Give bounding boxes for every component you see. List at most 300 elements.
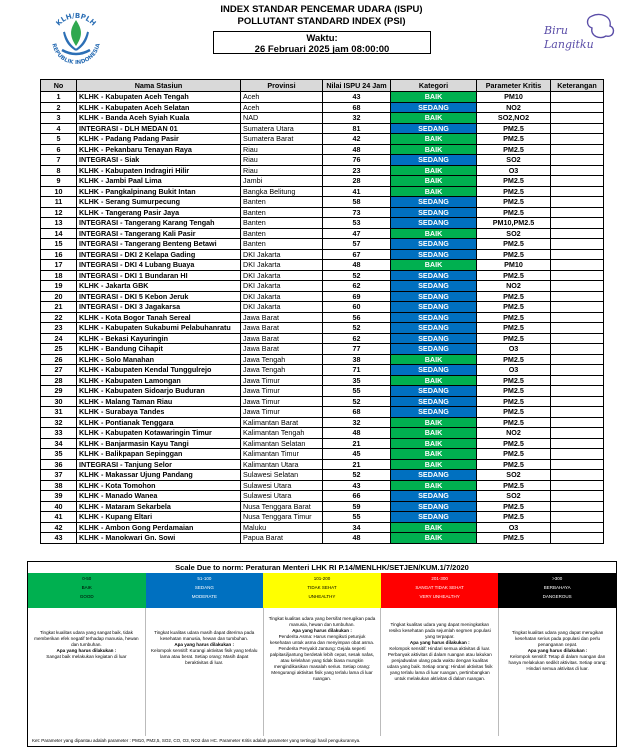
cell-nilai-ispu: 55 — [323, 512, 391, 523]
cell-nama-stasiun: KLHK - Malang Taman Riau — [77, 396, 241, 407]
scale-range: 101-200 — [313, 576, 331, 581]
cell-kategori: SEDANG — [391, 281, 477, 292]
cell-kategori: SEDANG — [391, 302, 477, 313]
table-row — [41, 228, 604, 239]
table-row — [41, 512, 604, 523]
cell-nilai-ispu: 68 — [323, 102, 391, 113]
desc-action: Kelompok sensitif: Hindari semua aktivitas di luar. Perbanyak aktivitas di dalam ruangan atau lakukan penjadwalan ulang pada waktu dengan kualitas udara yang baik. Setiap orang: Hindari aktivitas fisik yang terlalu lama di luar ruangan, pertimbangkan untuk melakukan aktivitas di dalam ruangan. — [387, 646, 493, 681]
table-row — [41, 449, 604, 460]
cell-keterangan — [551, 365, 604, 376]
desc-intro: Tingkat kualitas udara yang dapat merugikan kesehatan serius pada populasi dan perlu penanganan cepat. — [511, 630, 604, 647]
scale-note: Ket: Parameter yang dipantau adalah parameter : PM10, PM2,5, SO2, CO, O3, NO2 dan HC. Parameter Kritis adalah parameter yang tertinggi hasil pengukurannya. — [32, 738, 361, 743]
cell-nama-stasiun: KLHK - Kota Bogor Tanah Sereal — [77, 312, 241, 323]
cell-keterangan — [551, 155, 604, 166]
cell-keterangan — [551, 438, 604, 449]
table-row — [41, 386, 604, 397]
table-row — [41, 239, 604, 250]
cell-nilai-ispu: 73 — [323, 207, 391, 218]
scale-category-baik — [28, 573, 146, 608]
cell-no: 8 — [41, 165, 77, 176]
table-row — [41, 270, 604, 281]
table-row — [41, 522, 604, 533]
cell-provinsi: Papua Barat — [241, 533, 323, 544]
cell-kategori: SEDANG — [391, 501, 477, 512]
cell-parameter-kritis: PM2.5 — [477, 407, 551, 418]
cell-parameter-kritis: NO2 — [477, 428, 551, 439]
table-row — [41, 375, 604, 386]
cell-kategori: BAIK — [391, 428, 477, 439]
scale-description-row — [28, 608, 616, 736]
table-row — [41, 480, 604, 491]
table-row — [41, 312, 604, 323]
waktu-value: 26 Februari 2025 jam 08:00:00 — [254, 44, 390, 55]
cell-nilai-ispu: 67 — [323, 249, 391, 260]
cell-parameter-kritis: PM2.5 — [477, 333, 551, 344]
cell-provinsi: Jawa Barat — [241, 323, 323, 334]
scale-label-id: BERBAHAYA — [543, 585, 571, 590]
table-row — [41, 92, 604, 103]
cell-nama-stasiun: INTEGRASI - Tangerang Karang Tengah — [77, 218, 241, 229]
cell-provinsi: Jawa Barat — [241, 333, 323, 344]
cell-no: 16 — [41, 249, 77, 260]
cell-parameter-kritis: O3 — [477, 165, 551, 176]
cell-keterangan — [551, 470, 604, 481]
cell-nilai-ispu: 32 — [323, 113, 391, 124]
cell-no: 19 — [41, 281, 77, 292]
cell-no: 33 — [41, 428, 77, 439]
table-row — [41, 428, 604, 439]
cell-parameter-kritis: PM2.5 — [477, 186, 551, 197]
cell-keterangan — [551, 197, 604, 208]
table-row — [41, 491, 604, 502]
cell-kategori: SEDANG — [391, 239, 477, 250]
cell-parameter-kritis: PM2.5 — [477, 291, 551, 302]
cell-nama-stasiun: INTEGRASI - DLH MEDAN 01 — [77, 123, 241, 134]
cell-nama-stasiun: KLHK - Balikpapan Sepinggan — [77, 449, 241, 460]
cell-keterangan — [551, 375, 604, 386]
cell-provinsi: Sumatera Utara — [241, 123, 323, 134]
cell-keterangan — [551, 228, 604, 239]
cell-parameter-kritis: PM2.5 — [477, 312, 551, 323]
cell-nama-stasiun: INTEGRASI - DKI 5 Kebon Jeruk — [77, 291, 241, 302]
scale-label-id: SEDANG — [194, 585, 214, 590]
cell-parameter-kritis: PM10 — [477, 260, 551, 271]
cell-kategori: SEDANG — [391, 312, 477, 323]
cell-nilai-ispu: 62 — [323, 333, 391, 344]
cell-kategori: SEDANG — [391, 396, 477, 407]
cell-parameter-kritis: PM2.5 — [477, 197, 551, 208]
cell-provinsi: Banten — [241, 207, 323, 218]
cell-nama-stasiun: KLHK - Bandung Cihapit — [77, 344, 241, 355]
cell-no: 40 — [41, 501, 77, 512]
cell-no: 14 — [41, 228, 77, 239]
cell-kategori: BAIK — [391, 449, 477, 460]
cell-nilai-ispu: 43 — [323, 92, 391, 103]
cell-no: 1 — [41, 92, 77, 103]
desc-intro: Tingkat kualitas udara yang sangat baik, tidak memberikan efek negatif terhadap manusia, hewan dan tumbuhan. — [34, 630, 139, 647]
cell-nilai-ispu: 21 — [323, 438, 391, 449]
cell-parameter-kritis: PM2.5 — [477, 386, 551, 397]
cell-kategori: BAIK — [391, 165, 477, 176]
cell-no: 18 — [41, 270, 77, 281]
cell-keterangan — [551, 386, 604, 397]
cell-nama-stasiun: INTEGRASI - DKI 4 Lubang Buaya — [77, 260, 241, 271]
scale-range: 0-50 — [82, 576, 92, 581]
cell-provinsi: Riau — [241, 144, 323, 155]
desc-intro: Tingkat kualitas udara yang dapat meningkatkan resiko kesehatan pada sejumlah segmen populasi yang terpapar. — [388, 622, 491, 639]
cell-provinsi: Banten — [241, 239, 323, 250]
cell-kategori: SEDANG — [391, 386, 477, 397]
table-row — [41, 197, 604, 208]
cell-kategori: BAIK — [391, 459, 477, 470]
cell-parameter-kritis: PM2.5 — [477, 449, 551, 460]
cell-nama-stasiun: KLHK - Kabupaten Aceh Selatan — [77, 102, 241, 113]
cell-keterangan — [551, 176, 604, 187]
table-row — [41, 260, 604, 271]
cell-provinsi: Nusa Tenggara Barat — [241, 501, 323, 512]
cell-provinsi: DKI Jakarta — [241, 302, 323, 313]
scale-label-id: BAIK — [81, 585, 92, 590]
cell-parameter-kritis: O3 — [477, 365, 551, 376]
cell-keterangan — [551, 333, 604, 344]
psi-table — [40, 79, 604, 544]
cell-no: 32 — [41, 417, 77, 428]
report-title: INDEX STANDAR PENCEMAR UDARA (ISPU) — [220, 4, 423, 15]
scale-description-berbahaya — [499, 608, 616, 736]
cell-keterangan — [551, 144, 604, 155]
cell-no: 9 — [41, 176, 77, 187]
desc-action-title: Apa yang harus dilakukan : — [174, 642, 235, 647]
cell-nama-stasiun: KLHK - Tangerang Pasir Jaya — [77, 207, 241, 218]
cell-no: 39 — [41, 491, 77, 502]
cell-kategori: SEDANG — [391, 323, 477, 334]
scale-label-en: UNHEALTHY — [308, 594, 336, 599]
col-header-parameter-kritis: Parameter Kritis — [477, 80, 551, 92]
cell-no: 42 — [41, 522, 77, 533]
cell-provinsi: Riau — [241, 155, 323, 166]
cell-provinsi: Sumatera Barat — [241, 134, 323, 145]
cell-parameter-kritis: PM2.5 — [477, 144, 551, 155]
cell-kategori: SEDANG — [391, 491, 477, 502]
biru-langitku-logo — [540, 12, 620, 56]
cell-keterangan — [551, 249, 604, 260]
desc-action-title: Apa yang harus dilakukan : — [56, 648, 117, 653]
cell-no: 3 — [41, 113, 77, 124]
cell-provinsi: Kalimantan Tengah — [241, 428, 323, 439]
cell-no: 21 — [41, 302, 77, 313]
cell-parameter-kritis: PM2.5 — [477, 480, 551, 491]
cell-keterangan — [551, 270, 604, 281]
cell-parameter-kritis: SO2 — [477, 470, 551, 481]
cell-nilai-ispu: 55 — [323, 386, 391, 397]
cell-keterangan — [551, 354, 604, 365]
cell-nilai-ispu: 52 — [323, 470, 391, 481]
table-row — [41, 501, 604, 512]
cell-nilai-ispu: 53 — [323, 218, 391, 229]
cell-keterangan — [551, 312, 604, 323]
cell-no: 5 — [41, 134, 77, 145]
cell-kategori: SEDANG — [391, 512, 477, 523]
cell-nama-stasiun: KLHK - Kabupaten Sidoarjo Buduran — [77, 386, 241, 397]
table-row — [41, 417, 604, 428]
cell-kategori: SEDANG — [391, 365, 477, 376]
cell-parameter-kritis: O3 — [477, 344, 551, 355]
cell-no: 15 — [41, 239, 77, 250]
cell-nilai-ispu: 57 — [323, 239, 391, 250]
cell-keterangan — [551, 102, 604, 113]
desc-action: Kelompok sensitif: Kurangi aktivitas fisik yang terlalu lama atau berat. Setiap orang: Masih dapat beraktivitas di luar. — [150, 648, 258, 665]
table-row — [41, 134, 604, 145]
cell-nilai-ispu: 52 — [323, 270, 391, 281]
cell-parameter-kritis: PM2.5 — [477, 512, 551, 523]
cell-nilai-ispu: 48 — [323, 260, 391, 271]
cell-provinsi: Jawa Tengah — [241, 365, 323, 376]
cell-nama-stasiun: KLHK - Surabaya Tandes — [77, 407, 241, 418]
cell-nilai-ispu: 48 — [323, 144, 391, 155]
table-row — [41, 407, 604, 418]
cell-keterangan — [551, 491, 604, 502]
cell-keterangan — [551, 344, 604, 355]
scale-range: 51-100 — [197, 576, 212, 581]
cell-kategori: BAIK — [391, 228, 477, 239]
cell-kategori: BAIK — [391, 186, 477, 197]
cell-parameter-kritis: PM2.5 — [477, 207, 551, 218]
cell-provinsi: Jambi — [241, 176, 323, 187]
cell-provinsi: Jawa Timur — [241, 396, 323, 407]
cell-nama-stasiun: KLHK - Pekanbaru Tenayan Raya — [77, 144, 241, 155]
cell-no: 10 — [41, 186, 77, 197]
cell-nilai-ispu: 32 — [323, 417, 391, 428]
cell-nama-stasiun: INTEGRASI - DKI 3 Jagakarsa — [77, 302, 241, 313]
cell-kategori: SEDANG — [391, 218, 477, 229]
col-header-keterangan: Keterangan — [551, 80, 604, 92]
table-row — [41, 323, 604, 334]
cell-kategori: SEDANG — [391, 333, 477, 344]
scale-range: 201-300 — [431, 576, 448, 581]
cell-nama-stasiun: KLHK - Pangkalpinang Bukit Intan — [77, 186, 241, 197]
cell-keterangan — [551, 113, 604, 124]
cell-provinsi: NAD — [241, 113, 323, 124]
cell-keterangan — [551, 459, 604, 470]
cell-provinsi: Jawa Barat — [241, 344, 323, 355]
cell-nama-stasiun: INTEGRASI - Siak — [77, 155, 241, 166]
cell-nama-stasiun: KLHK - Ambon Gong Perdamaian — [77, 522, 241, 533]
table-row — [41, 102, 604, 113]
scale-label-en: DANGEROUS — [542, 594, 572, 599]
cell-no: 17 — [41, 260, 77, 271]
table-row — [41, 354, 604, 365]
cell-keterangan — [551, 134, 604, 145]
cell-keterangan — [551, 239, 604, 250]
cell-parameter-kritis: PM2.5 — [477, 239, 551, 250]
cell-provinsi: DKI Jakarta — [241, 291, 323, 302]
cell-no: 4 — [41, 123, 77, 134]
cell-no: 29 — [41, 386, 77, 397]
table-row — [41, 533, 604, 544]
cell-provinsi: Jawa Tengah — [241, 354, 323, 365]
scale-category-tidak-sehat — [263, 573, 381, 608]
desc-action-title: Apa yang harus dilakukan : — [409, 640, 470, 645]
cell-provinsi: Sulawesi Selatan — [241, 470, 323, 481]
desc-action: Sangat baik melakukan kegiatan di luar — [46, 654, 127, 659]
cell-provinsi: DKI Jakarta — [241, 260, 323, 271]
cell-parameter-kritis: PM2.5 — [477, 249, 551, 260]
table-row — [41, 249, 604, 260]
cell-nama-stasiun: KLHK - Jambi Paal Lima — [77, 176, 241, 187]
cell-nama-stasiun: KLHK - Jakarta GBK — [77, 281, 241, 292]
cell-no: 22 — [41, 312, 77, 323]
cell-parameter-kritis: PM2.5 — [477, 438, 551, 449]
cell-nama-stasiun: KLHK - Bekasi Kayuringin — [77, 333, 241, 344]
cell-provinsi: Banten — [241, 197, 323, 208]
cell-kategori: BAIK — [391, 144, 477, 155]
cell-nilai-ispu: 52 — [323, 323, 391, 334]
table-row — [41, 155, 604, 166]
cell-no: 25 — [41, 344, 77, 355]
cell-provinsi: DKI Jakarta — [241, 270, 323, 281]
table-row — [41, 470, 604, 481]
cell-nilai-ispu: 38 — [323, 354, 391, 365]
cell-nama-stasiun: KLHK - Makassar Ujung Pandang — [77, 470, 241, 481]
cell-nilai-ispu: 23 — [323, 165, 391, 176]
cell-parameter-kritis: PM2.5 — [477, 354, 551, 365]
cell-kategori: BAIK — [391, 134, 477, 145]
svg-text:REPUBLIK INDONESIA: REPUBLIK INDONESIA — [50, 42, 102, 67]
col-header-provinsi: Provinsi — [241, 80, 323, 92]
cell-nama-stasiun: KLHK - Padang Padang Pasir — [77, 134, 241, 145]
cell-kategori: SEDANG — [391, 123, 477, 134]
cell-provinsi: Nusa Tenggara Timur — [241, 512, 323, 523]
scale-legend — [27, 561, 617, 747]
table-row — [41, 396, 604, 407]
cell-nama-stasiun: INTEGRASI - Tangerang Kali Pasir — [77, 228, 241, 239]
cell-nilai-ispu: 66 — [323, 491, 391, 502]
cell-parameter-kritis: PM2.5 — [477, 270, 551, 281]
cell-no: 6 — [41, 144, 77, 155]
cell-kategori: BAIK — [391, 176, 477, 187]
cell-parameter-kritis: PM2.5 — [477, 123, 551, 134]
cell-nama-stasiun: KLHK - Kabupaten Indragiri Hilir — [77, 165, 241, 176]
cell-parameter-kritis: PM2.5 — [477, 134, 551, 145]
cell-nilai-ispu: 81 — [323, 123, 391, 134]
cell-nilai-ispu: 77 — [323, 344, 391, 355]
cell-parameter-kritis: SO2 — [477, 155, 551, 166]
desc-action: Kelompok sensitif: Tetap di dalam ruangan dan hanya melakukan sedikit aktivitas. Setiap orang: Hindari semua aktivitas di luar. — [508, 654, 607, 671]
report-header — [0, 0, 643, 78]
cell-nilai-ispu: 47 — [323, 228, 391, 239]
cell-nilai-ispu: 43 — [323, 480, 391, 491]
cell-nilai-ispu: 45 — [323, 449, 391, 460]
cell-provinsi: Aceh — [241, 92, 323, 103]
cell-provinsi: DKI Jakarta — [241, 281, 323, 292]
cell-kategori: SEDANG — [391, 270, 477, 281]
cell-keterangan — [551, 291, 604, 302]
cell-nilai-ispu: 76 — [323, 155, 391, 166]
scale-label-id: SANGAT TIDAK SEHAT — [415, 585, 464, 590]
cell-kategori: SEDANG — [391, 197, 477, 208]
cell-no: 27 — [41, 365, 77, 376]
cell-nilai-ispu: 41 — [323, 186, 391, 197]
scale-title: Scale Due to norm: Peraturan Menteri LHK RI P.14/MENLHK/SETJEN/KUM.1/7/2020 — [175, 563, 469, 572]
table-row — [41, 333, 604, 344]
cell-kategori: SEDANG — [391, 207, 477, 218]
cell-keterangan — [551, 533, 604, 544]
cell-nama-stasiun: KLHK - Kabupaten Kendal Tunggulrejo — [77, 365, 241, 376]
cell-parameter-kritis: PM2.5 — [477, 417, 551, 428]
cell-no: 34 — [41, 438, 77, 449]
cell-keterangan — [551, 449, 604, 460]
cell-nama-stasiun: INTEGRASI - DKI 2 Kelapa Gading — [77, 249, 241, 260]
scale-description-tidak-sehat — [264, 608, 382, 736]
cell-kategori: BAIK — [391, 480, 477, 491]
cell-nama-stasiun: KLHK - Manado Wanea — [77, 491, 241, 502]
cell-kategori: BAIK — [391, 375, 477, 386]
table-row — [41, 176, 604, 187]
cell-nilai-ispu: 35 — [323, 375, 391, 386]
scale-description-baik — [28, 608, 146, 736]
cell-keterangan — [551, 186, 604, 197]
cell-nilai-ispu: 34 — [323, 522, 391, 533]
cell-nilai-ispu: 71 — [323, 365, 391, 376]
cell-keterangan — [551, 218, 604, 229]
cell-no: 2 — [41, 102, 77, 113]
cell-kategori: BAIK — [391, 438, 477, 449]
cell-provinsi: Sulawesi Utara — [241, 491, 323, 502]
cell-nilai-ispu: 42 — [323, 134, 391, 145]
cell-keterangan — [551, 323, 604, 334]
cell-provinsi: Kalimantan Timur — [241, 449, 323, 460]
table-body — [41, 92, 604, 544]
cell-provinsi: Kalimantan Selatan — [241, 438, 323, 449]
table-row — [41, 438, 604, 449]
table-row — [41, 281, 604, 292]
cell-kategori: BAIK — [391, 92, 477, 103]
cell-provinsi: DKI Jakarta — [241, 249, 323, 260]
cell-parameter-kritis: PM2.5 — [477, 302, 551, 313]
cell-parameter-kritis: PM2.5 — [477, 176, 551, 187]
cell-nilai-ispu: 52 — [323, 396, 391, 407]
cell-nilai-ispu: 28 — [323, 176, 391, 187]
cell-no: 24 — [41, 333, 77, 344]
col-header-nama-stasiun: Nama Stasiun — [77, 80, 241, 92]
cell-kategori: BAIK — [391, 260, 477, 271]
report-subtitle: POLLUTANT STANDARD INDEX (PSI) — [237, 16, 406, 27]
cell-provinsi: Kalimantan Utara — [241, 459, 323, 470]
scale-category-sedang — [146, 573, 264, 608]
cell-keterangan — [551, 260, 604, 271]
cell-parameter-kritis: SO2 — [477, 491, 551, 502]
scale-label-en: VERY UNHEALTHY — [419, 594, 460, 599]
cell-parameter-kritis: PM10 — [477, 92, 551, 103]
cell-keterangan — [551, 512, 604, 523]
cell-kategori: SEDANG — [391, 407, 477, 418]
cell-kategori: BAIK — [391, 354, 477, 365]
cell-no: 20 — [41, 291, 77, 302]
cell-kategori: SEDANG — [391, 470, 477, 481]
desc-intro: Tingkat kualitas udara masih dapat diterima pada kesehatan manusia, hewan dan tumbuhan. — [154, 630, 255, 641]
cell-parameter-kritis: NO2 — [477, 102, 551, 113]
cell-nilai-ispu: 62 — [323, 281, 391, 292]
cell-parameter-kritis: NO2 — [477, 281, 551, 292]
table-row — [41, 186, 604, 197]
cell-nama-stasiun: KLHK - Manokwari Gn. Sowi — [77, 533, 241, 544]
cell-provinsi: Kalimantan Barat — [241, 417, 323, 428]
scale-category-berbahaya — [498, 573, 616, 608]
cell-provinsi: Jawa Timur — [241, 407, 323, 418]
table-row — [41, 302, 604, 313]
cell-kategori: BAIK — [391, 417, 477, 428]
cell-nilai-ispu: 58 — [323, 197, 391, 208]
